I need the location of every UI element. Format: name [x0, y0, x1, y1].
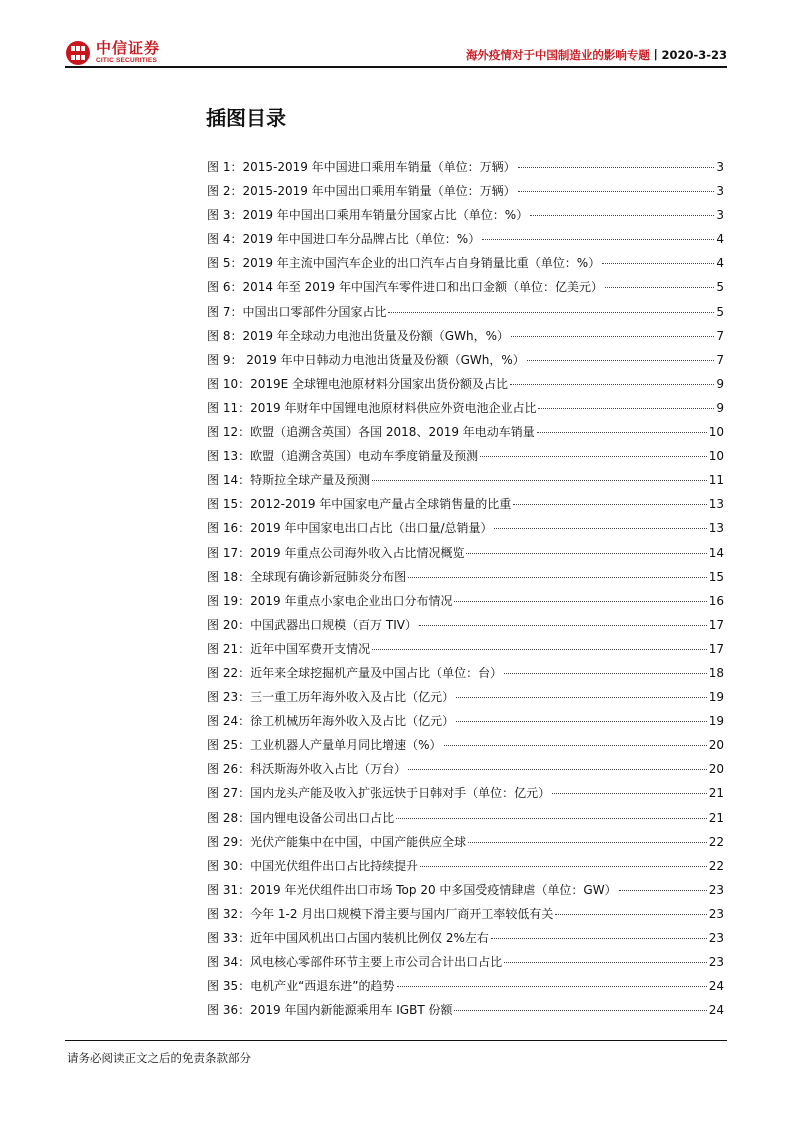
toc-dot-leader — [444, 745, 707, 746]
toc-entry-label[interactable]: 图 30：中国光伏组件出口占比持续提升 — [207, 858, 419, 873]
citic-logo-icon — [65, 40, 91, 66]
toc-page-number[interactable]: 15 — [708, 569, 724, 584]
toc-entry[interactable] — [207, 471, 724, 495]
toc-entry-label[interactable]: 图 31：2019 年光伏组件出口市场 Top 20 中多国受疫情肆虐（单位：GW） — [207, 882, 617, 897]
toc-entry-label[interactable]: 图 8：2019 年全球动力电池出货量及份额（GWh，%） — [207, 328, 509, 343]
toc-entry-label[interactable]: 图 29：光伏产能集中在中国，中国产能供应全球 — [207, 834, 467, 849]
toc-page-number[interactable]: 3 — [716, 160, 724, 174]
logo-chinese-name: 中信证券 — [96, 39, 161, 58]
toc-entry-label[interactable]: 图 14：特斯拉全球产量及预测 — [207, 473, 371, 488]
toc-page-number[interactable]: 19 — [708, 690, 724, 705]
toc-dot-leader — [602, 263, 714, 264]
toc-entry[interactable] — [207, 447, 724, 471]
page-title: 插图目录 — [206, 106, 286, 130]
toc-entry-label[interactable]: 图 28：国内锂电设备公司出口占比 — [207, 810, 395, 825]
toc-entry[interactable] — [207, 182, 724, 206]
toc-dot-leader — [468, 842, 707, 843]
toc-entry[interactable] — [207, 688, 724, 712]
report-date: 2020-3-23 — [661, 48, 727, 62]
toc-entry[interactable] — [207, 303, 724, 327]
toc-entry-label[interactable]: 图 1：2015-2019 年中国进口乘用车销量（单位：万辆） — [207, 160, 516, 174]
toc-entry-label[interactable]: 图 16：2019 年中国家电出口占比（出口量/总销量） — [207, 521, 493, 536]
header-divider — [65, 66, 727, 68]
toc-entry[interactable] — [207, 278, 724, 302]
toc-entry[interactable] — [207, 519, 724, 543]
toc-entry[interactable] — [207, 568, 724, 592]
toc-page-number[interactable]: 23 — [708, 955, 724, 970]
toc-dot-leader — [396, 818, 707, 819]
toc-dot-leader — [372, 649, 707, 650]
toc-dot-leader — [454, 1010, 706, 1011]
toc-dot-leader — [397, 986, 707, 987]
toc-dot-leader — [454, 601, 706, 602]
toc-entry-label[interactable]: 图 35：电机产业“西退东进”的趋势 — [207, 979, 395, 994]
toc-entry-label[interactable]: 图 24：徐工机械历年海外收入及占比（亿元） — [207, 714, 455, 729]
toc-page-number[interactable]: 5 — [716, 280, 724, 295]
toc-entry-label[interactable]: 图 10：2019E 全球锂电池原材料分国家出货份额及占比 — [207, 376, 509, 391]
toc-entry[interactable] — [207, 592, 724, 616]
brand-logo — [65, 40, 160, 66]
toc-dot-leader — [408, 577, 707, 578]
header-separator: 丨 — [649, 48, 662, 62]
toc-dot-leader — [504, 673, 707, 674]
toc-dot-leader — [480, 456, 707, 457]
toc-dot-leader — [388, 312, 714, 313]
toc-entry[interactable] — [207, 833, 724, 857]
toc-page-number[interactable]: 3 — [716, 208, 724, 223]
toc-page-number[interactable]: 21 — [708, 786, 724, 801]
toc-page-number[interactable]: 7 — [716, 328, 724, 343]
toc-entry-label[interactable]: 图 5：2019 年主流中国汽车企业的出口汽车占自身销量比重（单位：%） — [207, 256, 601, 271]
toc-dot-leader — [511, 336, 714, 337]
toc-dot-leader — [482, 239, 714, 240]
report-title: 海外疫情对于中国制造业的影响专题 — [465, 48, 650, 62]
toc-dot-leader — [538, 408, 714, 409]
toc-dot-leader — [419, 625, 707, 626]
toc-page-number[interactable]: 10 — [708, 425, 724, 440]
toc-dot-leader — [530, 215, 714, 216]
toc-entry-label[interactable]: 图 13：欧盟（追溯含英国）电动车季度销量及预测 — [207, 449, 479, 464]
toc-entry-label[interactable]: 图 23：三一重工历年海外收入及占比（亿元） — [207, 690, 455, 705]
logo-english-name: CITIC SECURITIES — [96, 57, 157, 65]
toc-page-number[interactable]: 23 — [708, 931, 724, 945]
toc-page-number[interactable]: 7 — [716, 352, 724, 367]
toc-page-number[interactable]: 14 — [708, 545, 724, 560]
toc-entry[interactable] — [207, 953, 724, 977]
toc-entry-label[interactable]: 图 4：2019 年中国进口车分品牌占比（单位：%） — [207, 232, 481, 247]
toc-page-number[interactable]: 13 — [708, 521, 724, 536]
toc-entry[interactable] — [207, 809, 724, 833]
toc-entry[interactable] — [207, 712, 724, 736]
toc-entry-label[interactable]: 图 7：中国出口零部件分国家占比 — [207, 304, 387, 319]
toc-dot-leader — [372, 480, 707, 481]
toc-page-number[interactable]: 17 — [708, 617, 724, 632]
toc-dot-leader — [513, 504, 706, 505]
toc-page-number[interactable]: 5 — [716, 304, 724, 319]
toc-entry[interactable] — [207, 640, 724, 664]
toc-entry[interactable] — [207, 977, 724, 1001]
toc-dot-leader — [537, 432, 707, 433]
toc-entry[interactable] — [207, 423, 724, 447]
toc-page-number[interactable]: 23 — [708, 906, 724, 921]
toc-entry[interactable] — [207, 664, 724, 688]
toc-dot-leader — [518, 191, 715, 192]
toc-page-number[interactable]: 20 — [708, 762, 724, 777]
toc-entry-label[interactable]: 图 19：2019 年重点小家电企业出口分布情况 — [207, 593, 453, 608]
toc-page-number[interactable]: 4 — [716, 256, 724, 271]
toc-page-number[interactable]: 24 — [708, 979, 724, 994]
toc-page-number[interactable]: 24 — [708, 1003, 724, 1018]
toc-page-number[interactable]: 18 — [708, 665, 724, 680]
toc-page-number[interactable]: 20 — [708, 738, 724, 753]
toc-page-number[interactable]: 19 — [708, 714, 724, 729]
toc-entry-label[interactable]: 图 11：2019 年财年中国锂电池原材料供应外资电池企业占比 — [207, 400, 537, 415]
toc-entry[interactable] — [207, 616, 724, 640]
toc-entry[interactable] — [207, 905, 724, 929]
toc-entry-label[interactable]: 图 36：2019 年国内新能源乘用车 IGBT 份额 — [207, 1003, 453, 1018]
toc-page-number[interactable]: 11 — [708, 473, 724, 488]
footer-divider — [65, 1040, 727, 1041]
toc-dot-leader — [619, 890, 707, 891]
toc-entry-label[interactable]: 图 25：工业机器人产量单月同比增速（%） — [207, 738, 442, 753]
toc-entry[interactable] — [207, 544, 724, 568]
toc-page-number[interactable]: 22 — [708, 834, 724, 849]
toc-entry[interactable] — [207, 230, 724, 254]
toc-entry[interactable] — [207, 760, 724, 784]
toc-entry-label[interactable]: 图 20：中国武器出口规模（百万 TIV） — [207, 617, 417, 632]
toc-entry[interactable] — [207, 351, 724, 375]
toc-entry[interactable] — [207, 206, 724, 230]
toc-entry-label[interactable]: 图 22：近年来全球挖掘机产量及中国占比（单位：台） — [207, 665, 503, 680]
toc-entry-label[interactable]: 图 9： 2019 年中日韩动力电池出货量及份额（GWh，%） — [207, 352, 525, 367]
toc-entry[interactable] — [207, 254, 724, 278]
toc-entry-label[interactable]: 图 21：近年中国军费开支情况 — [207, 641, 371, 656]
toc-entry[interactable] — [207, 375, 724, 399]
toc-entry-label[interactable]: 图 33：近年中国风机出口占国内装机比例仅 2%左右 — [207, 931, 489, 945]
footer-disclaimer: 请务必阅读正文之后的免责条款部分 — [67, 1051, 251, 1065]
toc-entry[interactable] — [207, 327, 724, 351]
toc-entry[interactable] — [207, 929, 724, 953]
toc-dot-leader — [494, 528, 706, 529]
toc-entry[interactable] — [207, 881, 724, 905]
toc-page-number[interactable]: 9 — [716, 376, 724, 391]
toc-page-number[interactable]: 21 — [708, 810, 724, 825]
toc-entry[interactable] — [207, 857, 724, 881]
toc-entry-label[interactable]: 图 32：今年 1-2 月出口规模下滑主要与国内厂商开工率较低有关 — [207, 906, 554, 921]
toc-entry-label[interactable]: 图 12：欧盟（追溯含英国）各国 2018、2019 年电动车销量 — [207, 425, 535, 440]
toc-entry[interactable] — [207, 736, 724, 760]
toc-dot-leader — [552, 793, 707, 794]
toc-page-number[interactable]: 22 — [708, 858, 724, 873]
figure-index-list — [207, 158, 724, 1025]
toc-dot-leader — [527, 360, 715, 361]
toc-dot-leader — [408, 769, 707, 770]
toc-dot-leader — [456, 721, 707, 722]
toc-page-number[interactable]: 3 — [716, 184, 724, 199]
toc-entry-label[interactable]: 图 17：2019 年重点公司海外收入占比情况概览 — [207, 545, 465, 560]
toc-page-number[interactable]: 9 — [716, 400, 724, 415]
toc-page-number[interactable]: 17 — [708, 641, 724, 656]
toc-entry-label[interactable]: 图 15：2012-2019 年中国家电产量占全球销售量的比重 — [207, 497, 512, 512]
toc-page-number[interactable]: 23 — [708, 882, 724, 897]
toc-dot-leader — [456, 697, 707, 698]
toc-dot-leader — [504, 962, 707, 963]
toc-entry-label[interactable]: 图 26：科沃斯海外收入占比（万台） — [207, 762, 407, 777]
toc-dot-leader — [491, 938, 707, 939]
toc-page-number[interactable]: 10 — [708, 449, 724, 464]
toc-entry[interactable] — [207, 399, 724, 423]
toc-dot-leader — [518, 167, 715, 168]
toc-dot-leader — [605, 287, 714, 288]
toc-dot-leader — [466, 553, 706, 554]
toc-entry-label[interactable]: 图 6：2014 年至 2019 年中国汽车零件进口和出口金额（单位：亿美元） — [207, 280, 603, 295]
toc-dot-leader — [420, 866, 707, 867]
toc-entry[interactable] — [207, 784, 724, 808]
toc-entry[interactable] — [207, 1001, 724, 1025]
toc-entry-label[interactable]: 图 34：风电核心零部件环节主要上市公司合计出口占比 — [207, 955, 503, 970]
toc-page-number[interactable]: 13 — [708, 497, 724, 512]
toc-entry[interactable] — [207, 495, 724, 519]
toc-page-number[interactable]: 4 — [716, 232, 724, 247]
toc-entry-label[interactable]: 图 27：国内龙头产能及收入扩张远快于日韩对手（单位：亿元） — [207, 786, 551, 801]
toc-page-number[interactable]: 16 — [708, 593, 724, 608]
toc-entry-label[interactable]: 图 18：全球现有确诊新冠肺炎分布图 — [207, 569, 407, 584]
toc-entry-label[interactable]: 图 3：2019 年中国出口乘用车销量分国家占比（单位：%） — [207, 208, 529, 223]
toc-entry-label[interactable]: 图 2：2015-2019 年中国出口乘用车销量（单位：万辆） — [207, 184, 516, 199]
toc-entry[interactable] — [207, 158, 724, 182]
toc-dot-leader — [510, 384, 714, 385]
report-header — [466, 47, 727, 63]
toc-dot-leader — [555, 914, 706, 915]
